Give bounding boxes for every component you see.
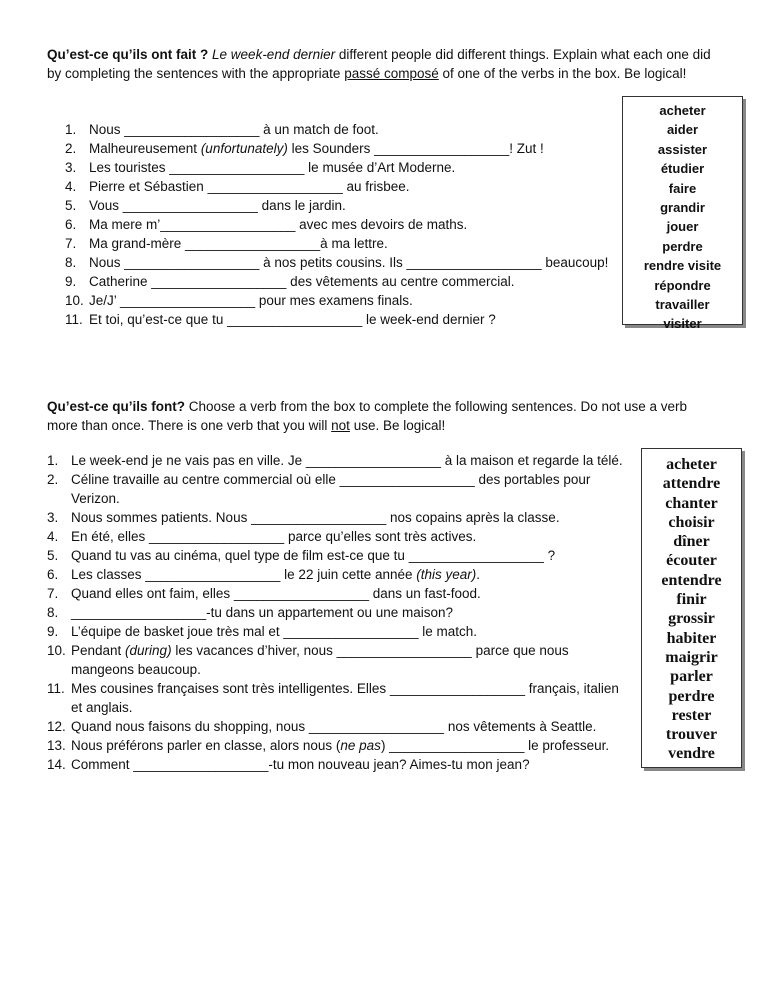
item-text: Céline travaille au centre commercial où elle __________________ des portables pour Verizon. (71, 472, 591, 506)
verb-option: perdre (668, 687, 715, 705)
verb-option: assister (657, 141, 708, 157)
item-text: Quand nous faisons du shopping, nous __________________ nos vêtements à Seattle. (71, 719, 597, 734)
item-text: Les classes __________________ le 22 juin cette année (71, 567, 417, 582)
item-text: Nous préférons parler en classe, alors nous ( (71, 738, 341, 753)
verb-option: chanter (665, 494, 718, 512)
verb-option: habiter (666, 629, 717, 647)
exercise-item (47, 158, 627, 177)
item-number: 14. (47, 757, 66, 772)
item-text: Le week-end je ne vais pas en ville. Je __________________ à la maison et regarde la télé. (71, 453, 623, 468)
item-text: ) __________________ le professeur. (380, 738, 610, 753)
item-text: Comment __________________-tu mon nouveau jean? Aimes-tu mon jean? (71, 757, 530, 772)
item-number: 10. (65, 293, 84, 308)
item-number: 10. (47, 643, 66, 658)
exercise-item (47, 120, 627, 139)
section1-intro: Qu’est-ce qu’ils ont fait ? Le week-end dernier different people did different things. Explain what each one did by completing the sentences with the appropriate passé composé of one of the verbs in the box. Be logical! (47, 47, 711, 81)
verb-option: entendre (661, 571, 722, 589)
item-text: Ma grand-mère __________________à ma lettre. (89, 236, 388, 251)
item-text: les vacances d’hiver, nous __________________ parce que nous mangeons beaucoup. (71, 643, 569, 677)
not-underlined: not (331, 418, 350, 433)
exercise-item (47, 527, 627, 546)
item-text: Nous __________________ à nos petits cousins. Ils __________________ beaucoup! (89, 255, 609, 270)
exercise-item (47, 310, 627, 329)
item-number: 9. (47, 624, 59, 639)
section2-intro: Qu’est-ce qu’ils font? Choose a verb from the box to complete the following sentences. Do not use a verb more than once. There is one verb that you will not use. Be logical! (47, 399, 688, 433)
verb-option: aider (666, 122, 699, 138)
item-text: Nous sommes patients. Nous __________________ nos copains après la classe. (71, 510, 560, 525)
item-text: En été, elles __________________ parce qu’elles sont très actives. (71, 529, 477, 544)
item-text: Catherine __________________ des vêtements au centre commercial. (89, 274, 515, 289)
exercise-item (47, 736, 627, 755)
item-number: 5. (65, 198, 77, 213)
item-number: 7. (47, 586, 59, 601)
verb-option: travailler (655, 297, 710, 313)
item-text: Pendant (71, 643, 126, 658)
verb-option: écouter (666, 552, 717, 570)
verb-option: maigrir (665, 648, 718, 666)
verb-option: attendre (662, 475, 721, 493)
item-text-italic: (this year) (416, 567, 477, 582)
item-text-italic: (during) (125, 643, 172, 658)
verb-option: vendre (668, 745, 715, 763)
section1-title: Qu’est-ce qu’ils ont fait ? (47, 47, 209, 62)
passe-compose-underlined: passé composé (344, 66, 439, 81)
exercise-item (47, 451, 627, 470)
verb-option: jouer (666, 219, 699, 235)
exercise-item (47, 177, 627, 196)
item-number: 8. (65, 255, 77, 270)
exercise-item (47, 546, 627, 565)
item-number: 6. (47, 567, 59, 582)
section1-intro-italic: Le week-end dernier (212, 47, 336, 62)
item-text: Quand tu vas au cinéma, quel type de film est-ce que tu __________________ ? (71, 548, 556, 563)
verb-option: dîner (673, 533, 710, 551)
item-number: 1. (65, 122, 77, 137)
exercise-item (47, 508, 627, 527)
item-text: Nous __________________ à un match de foot. (89, 122, 379, 137)
verb-option: parler (670, 668, 713, 686)
exercise-item (47, 622, 627, 641)
item-number: 11. (47, 681, 65, 696)
item-text-italic: (unfortunately) (200, 141, 288, 156)
item-number: 11. (65, 312, 83, 327)
verb-option: rendre visite (643, 258, 722, 274)
item-text: Je/J’ __________________ pour mes examens finals. (89, 293, 413, 308)
exercise-item (47, 272, 627, 291)
item-number: 7. (65, 236, 77, 251)
item-text: __________________-tu dans un appartement ou une maison? (71, 605, 454, 620)
item-number: 1. (47, 453, 59, 468)
item-number: 13. (47, 738, 66, 753)
section2-title: Qu’est-ce qu’ils font? (47, 399, 186, 414)
verb-option: acheter (659, 103, 706, 118)
verb-option: trouver (665, 726, 718, 744)
exercise-item (47, 234, 627, 253)
section2-exercise-list (47, 451, 627, 774)
exercise-item (47, 196, 627, 215)
item-number: 6. (65, 217, 77, 232)
item-number: 3. (47, 510, 59, 525)
item-number: 3. (65, 160, 77, 175)
item-text-italic: ne pas (340, 738, 381, 753)
exercise-item (47, 565, 627, 584)
exercise-item (47, 603, 627, 622)
item-number: 8. (47, 605, 59, 620)
verb-option: acheter (666, 456, 717, 473)
item-number: 2. (47, 472, 59, 487)
verb-box-2 (641, 448, 742, 768)
item-number: 2. (65, 141, 77, 156)
item-number: 5. (47, 548, 59, 563)
exercise-item (47, 291, 627, 310)
verb-option: grandir (660, 200, 705, 216)
section1-exercise-list (47, 120, 627, 329)
item-number: 4. (47, 529, 59, 544)
verb-option: étudier (660, 161, 705, 177)
verb-option: grossir (668, 610, 715, 628)
item-number: 12. (47, 719, 66, 734)
exercise-item (47, 470, 627, 508)
item-text: Ma mere m’__________________ avec mes devoirs de maths. (89, 217, 468, 232)
verb-option: choisir (668, 513, 715, 531)
item-text: L’équipe de basket joue très mal et __________________ le match. (71, 624, 478, 639)
verb-option: finir (676, 591, 707, 609)
exercise-item (47, 717, 627, 736)
exercise-item (47, 215, 627, 234)
verb-option: rester (671, 706, 712, 724)
item-text: Et toi, qu’est-ce que tu __________________ le week-end dernier ? (89, 312, 496, 327)
verb-option: visiter (663, 316, 702, 332)
item-text: Vous __________________ dans le jardin. (89, 198, 346, 213)
item-text: Quand elles ont faim, elles __________________ dans un fast-food. (71, 586, 481, 601)
item-text: Pierre et Sébastien __________________ au frisbee. (89, 179, 410, 194)
item-number: 9. (65, 274, 77, 289)
item-text: . (476, 567, 481, 582)
item-text: Malheureusement (89, 141, 201, 156)
exercise-item (47, 584, 627, 603)
verb-box-1 (622, 96, 743, 332)
exercise-item (47, 755, 627, 774)
verb-option: répondre (654, 277, 711, 293)
verb-option: perdre (662, 238, 703, 254)
item-text: Mes cousines françaises sont très intelligentes. Elles __________________ français, italien et anglais. (71, 681, 619, 715)
item-text: Les touristes __________________ le musée d’Art Moderne. (89, 160, 456, 175)
item-number: 4. (65, 179, 77, 194)
exercise-item (47, 253, 627, 272)
exercise-item (47, 679, 627, 717)
exercise-item (47, 641, 627, 679)
exercise-item (47, 139, 627, 158)
item-text: les Sounders __________________! Zut ! (287, 141, 544, 156)
verb-option: faire (668, 180, 697, 196)
